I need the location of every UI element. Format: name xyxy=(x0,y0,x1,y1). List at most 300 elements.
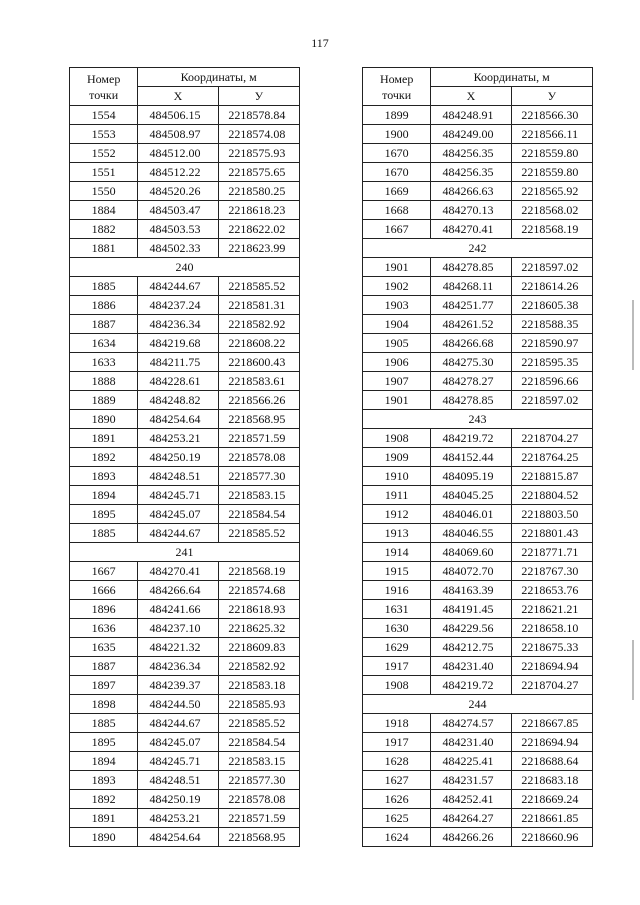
x-coordinate-cell: 484252.41 xyxy=(431,790,511,809)
x-coordinate-cell: 484268.11 xyxy=(431,277,511,296)
point-number-cell: 1891 xyxy=(70,809,138,828)
table-row xyxy=(70,144,300,163)
table-row xyxy=(70,201,300,220)
x-coordinate-cell: 484231.57 xyxy=(431,771,511,790)
y-coordinate-cell: 2218675.33 xyxy=(511,638,592,657)
point-number-cell: 1893 xyxy=(70,467,138,486)
point-number-cell: 1634 xyxy=(70,334,138,353)
y-coordinate-cell: 2218595.35 xyxy=(511,353,592,372)
table-row xyxy=(70,239,300,258)
table-row xyxy=(363,258,593,277)
point-number-cell: 1899 xyxy=(363,106,431,125)
group-header-row xyxy=(363,239,593,258)
table-row xyxy=(363,771,593,790)
table-row xyxy=(363,790,593,809)
table-row xyxy=(363,429,593,448)
table-row xyxy=(363,163,593,182)
table-row xyxy=(363,277,593,296)
point-number-cell: 1627 xyxy=(363,771,431,790)
table-row xyxy=(363,505,593,524)
x-coordinate-cell: 484503.53 xyxy=(138,220,218,239)
point-number-cell: 1909 xyxy=(363,448,431,467)
point-number-cell: 1910 xyxy=(363,467,431,486)
y-coordinate-cell: 2218667.85 xyxy=(511,714,592,733)
point-number-cell: 1888 xyxy=(70,372,138,391)
x-coordinate-cell: 484270.41 xyxy=(431,220,511,239)
point-number-cell: 1882 xyxy=(70,220,138,239)
x-coordinate-cell: 484248.91 xyxy=(431,106,511,125)
y-coordinate-cell: 2218584.54 xyxy=(218,505,299,524)
point-number-cell: 1884 xyxy=(70,201,138,220)
x-coordinate-cell: 484264.27 xyxy=(431,809,511,828)
table-row xyxy=(363,220,593,239)
x-coordinate-cell: 484250.19 xyxy=(138,448,218,467)
x-coordinate-cell: 484241.66 xyxy=(138,600,218,619)
y-coordinate-cell: 2218571.59 xyxy=(218,429,299,448)
x-coordinate-cell: 484245.07 xyxy=(138,733,218,752)
header-y: У xyxy=(218,87,299,106)
y-coordinate-cell: 2218597.02 xyxy=(511,391,592,410)
x-coordinate-cell: 484237.10 xyxy=(138,619,218,638)
y-coordinate-cell: 2218661.85 xyxy=(511,809,592,828)
x-coordinate-cell: 484270.41 xyxy=(138,562,218,581)
table-row xyxy=(70,220,300,239)
x-coordinate-cell: 484266.63 xyxy=(431,182,511,201)
x-coordinate-cell: 484225.41 xyxy=(431,752,511,771)
y-coordinate-cell: 2218621.21 xyxy=(511,600,592,619)
y-coordinate-cell: 2218568.19 xyxy=(511,220,592,239)
table-row xyxy=(363,600,593,619)
x-coordinate-cell: 484256.35 xyxy=(431,144,511,163)
x-coordinate-cell: 484254.64 xyxy=(138,410,218,429)
point-number-cell: 1915 xyxy=(363,562,431,581)
header-point-number: Номер точки xyxy=(363,68,431,106)
x-coordinate-cell: 484228.61 xyxy=(138,372,218,391)
x-coordinate-cell: 484069.60 xyxy=(431,543,511,562)
y-coordinate-cell: 2218583.61 xyxy=(218,372,299,391)
point-number-cell: 1895 xyxy=(70,505,138,524)
group-header-row xyxy=(363,695,593,714)
y-coordinate-cell: 2218574.08 xyxy=(218,125,299,144)
table-row xyxy=(70,467,300,486)
header-coordinates: Координаты, м xyxy=(431,68,593,87)
x-coordinate-cell: 484248.51 xyxy=(138,467,218,486)
point-number-cell: 1635 xyxy=(70,638,138,657)
x-coordinate-cell: 484244.67 xyxy=(138,277,218,296)
table-row xyxy=(70,182,300,201)
group-header-row xyxy=(70,258,300,277)
table-row xyxy=(70,619,300,638)
x-coordinate-cell: 484245.71 xyxy=(138,752,218,771)
point-number-cell: 1550 xyxy=(70,182,138,201)
point-number-cell: 1912 xyxy=(363,505,431,524)
table-row xyxy=(70,676,300,695)
y-coordinate-cell: 2218588.35 xyxy=(511,315,592,334)
y-coordinate-cell: 2218625.32 xyxy=(218,619,299,638)
y-coordinate-cell: 2218568.02 xyxy=(511,201,592,220)
header-y: У xyxy=(511,87,592,106)
y-coordinate-cell: 2218803.50 xyxy=(511,505,592,524)
x-coordinate-cell: 484152.44 xyxy=(431,448,511,467)
y-coordinate-cell: 2218568.95 xyxy=(218,828,299,847)
table-row xyxy=(70,429,300,448)
point-number-cell: 1904 xyxy=(363,315,431,334)
table-row xyxy=(363,619,593,638)
point-number-cell: 1894 xyxy=(70,486,138,505)
y-coordinate-cell: 2218653.76 xyxy=(511,581,592,600)
x-coordinate-cell: 484270.13 xyxy=(431,201,511,220)
y-coordinate-cell: 2218609.83 xyxy=(218,638,299,657)
point-number-cell: 1553 xyxy=(70,125,138,144)
y-coordinate-cell: 2218585.93 xyxy=(218,695,299,714)
point-number-cell: 1670 xyxy=(363,163,431,182)
table-row xyxy=(363,144,593,163)
point-number-cell: 1554 xyxy=(70,106,138,125)
group-header-row xyxy=(70,543,300,562)
y-coordinate-cell: 2218801.43 xyxy=(511,524,592,543)
x-coordinate-cell: 484248.51 xyxy=(138,771,218,790)
scan-edge-mark xyxy=(632,300,634,370)
x-coordinate-cell: 484236.34 xyxy=(138,657,218,676)
y-coordinate-cell: 2218590.97 xyxy=(511,334,592,353)
header-x: X xyxy=(431,87,511,106)
point-number-cell: 1666 xyxy=(70,581,138,600)
x-coordinate-cell: 484266.64 xyxy=(138,581,218,600)
table-row xyxy=(70,106,300,125)
point-number-cell: 1902 xyxy=(363,277,431,296)
point-number-cell: 1887 xyxy=(70,657,138,676)
point-number-cell: 1913 xyxy=(363,524,431,543)
x-coordinate-cell: 484249.00 xyxy=(431,125,511,144)
scan-edge-mark xyxy=(632,640,634,700)
y-coordinate-cell: 2218694.94 xyxy=(511,657,592,676)
y-coordinate-cell: 2218608.22 xyxy=(218,334,299,353)
group-label: 243 xyxy=(363,410,593,429)
x-coordinate-cell: 484046.55 xyxy=(431,524,511,543)
x-coordinate-cell: 484244.67 xyxy=(138,714,218,733)
point-number-cell: 1890 xyxy=(70,410,138,429)
point-number-cell: 1898 xyxy=(70,695,138,714)
group-label: 242 xyxy=(363,239,593,258)
table-row xyxy=(70,695,300,714)
point-number-cell: 1891 xyxy=(70,429,138,448)
table-row xyxy=(70,752,300,771)
x-coordinate-cell: 484278.27 xyxy=(431,372,511,391)
coordinates-table-left xyxy=(69,67,300,847)
point-number-cell: 1889 xyxy=(70,391,138,410)
point-number-cell: 1667 xyxy=(70,562,138,581)
table-row xyxy=(363,524,593,543)
point-number-cell: 1633 xyxy=(70,353,138,372)
table-row xyxy=(363,752,593,771)
point-number-cell: 1881 xyxy=(70,239,138,258)
y-coordinate-cell: 2218767.30 xyxy=(511,562,592,581)
table-row xyxy=(70,391,300,410)
point-number-cell: 1908 xyxy=(363,429,431,448)
table-row xyxy=(363,562,593,581)
table-body-left xyxy=(70,106,300,847)
page-number: 117 xyxy=(311,36,329,50)
x-coordinate-cell: 484256.35 xyxy=(431,163,511,182)
point-number-cell: 1892 xyxy=(70,790,138,809)
point-number-cell: 1917 xyxy=(363,733,431,752)
table-row xyxy=(70,334,300,353)
table-row xyxy=(70,790,300,809)
table-body-right xyxy=(363,106,593,847)
point-number-cell: 1905 xyxy=(363,334,431,353)
y-coordinate-cell: 2218577.30 xyxy=(218,771,299,790)
point-number-cell: 1552 xyxy=(70,144,138,163)
point-number-cell: 1907 xyxy=(363,372,431,391)
table-row xyxy=(70,296,300,315)
y-coordinate-cell: 2218585.52 xyxy=(218,277,299,296)
coordinates-table-right xyxy=(362,67,593,847)
point-number-cell: 1885 xyxy=(70,714,138,733)
point-number-cell: 1890 xyxy=(70,828,138,847)
x-coordinate-cell: 484072.70 xyxy=(431,562,511,581)
x-coordinate-cell: 484219.68 xyxy=(138,334,218,353)
y-coordinate-cell: 2218596.66 xyxy=(511,372,592,391)
x-coordinate-cell: 484275.30 xyxy=(431,353,511,372)
x-coordinate-cell: 484239.37 xyxy=(138,676,218,695)
table-row xyxy=(363,638,593,657)
x-coordinate-cell: 484191.45 xyxy=(431,600,511,619)
y-coordinate-cell: 2218581.31 xyxy=(218,296,299,315)
y-coordinate-cell: 2218565.92 xyxy=(511,182,592,201)
y-coordinate-cell: 2218583.15 xyxy=(218,752,299,771)
y-coordinate-cell: 2218559.80 xyxy=(511,163,592,182)
point-number-cell: 1897 xyxy=(70,676,138,695)
y-coordinate-cell: 2218566.11 xyxy=(511,125,592,144)
point-number-cell: 1896 xyxy=(70,600,138,619)
y-coordinate-cell: 2218568.19 xyxy=(218,562,299,581)
point-number-cell: 1908 xyxy=(363,676,431,695)
point-number-cell: 1918 xyxy=(363,714,431,733)
point-number-cell: 1636 xyxy=(70,619,138,638)
table-row xyxy=(70,733,300,752)
table-row xyxy=(70,277,300,296)
table-row xyxy=(363,315,593,334)
table-row xyxy=(70,486,300,505)
point-number-cell: 1624 xyxy=(363,828,431,847)
y-coordinate-cell: 2218577.30 xyxy=(218,467,299,486)
y-coordinate-cell: 2218658.10 xyxy=(511,619,592,638)
header-coordinates: Координаты, м xyxy=(138,68,300,87)
table-row xyxy=(363,657,593,676)
x-coordinate-cell: 484254.64 xyxy=(138,828,218,847)
x-coordinate-cell: 484244.50 xyxy=(138,695,218,714)
table-row xyxy=(70,353,300,372)
point-number-cell: 1887 xyxy=(70,315,138,334)
x-coordinate-cell: 484211.75 xyxy=(138,353,218,372)
point-number-cell: 1629 xyxy=(363,638,431,657)
table-row xyxy=(70,600,300,619)
header-point-number: Номер точки xyxy=(70,68,138,106)
y-coordinate-cell: 2218578.08 xyxy=(218,790,299,809)
x-coordinate-cell: 484253.21 xyxy=(138,809,218,828)
table-row xyxy=(363,201,593,220)
table-row xyxy=(70,638,300,657)
table-row xyxy=(70,581,300,600)
x-coordinate-cell: 484237.24 xyxy=(138,296,218,315)
y-coordinate-cell: 2218585.52 xyxy=(218,524,299,543)
y-coordinate-cell: 2218764.25 xyxy=(511,448,592,467)
y-coordinate-cell: 2218622.02 xyxy=(218,220,299,239)
x-coordinate-cell: 484253.21 xyxy=(138,429,218,448)
point-number-cell: 1667 xyxy=(363,220,431,239)
x-coordinate-cell: 484219.72 xyxy=(431,429,511,448)
x-coordinate-cell: 484045.25 xyxy=(431,486,511,505)
x-coordinate-cell: 484266.68 xyxy=(431,334,511,353)
x-coordinate-cell: 484229.56 xyxy=(431,619,511,638)
group-label: 240 xyxy=(70,258,300,277)
table-row xyxy=(70,372,300,391)
y-coordinate-cell: 2218605.38 xyxy=(511,296,592,315)
y-coordinate-cell: 2218580.25 xyxy=(218,182,299,201)
table-row xyxy=(70,315,300,334)
y-coordinate-cell: 2218571.59 xyxy=(218,809,299,828)
point-number-cell: 1903 xyxy=(363,296,431,315)
point-number-cell: 1893 xyxy=(70,771,138,790)
table-row xyxy=(363,372,593,391)
point-number-cell: 1885 xyxy=(70,524,138,543)
y-coordinate-cell: 2218566.30 xyxy=(511,106,592,125)
y-coordinate-cell: 2218804.52 xyxy=(511,486,592,505)
point-number-cell: 1628 xyxy=(363,752,431,771)
header-x: X xyxy=(138,87,218,106)
table-row xyxy=(70,657,300,676)
point-number-cell: 1885 xyxy=(70,277,138,296)
table-row xyxy=(363,828,593,847)
point-number-cell: 1668 xyxy=(363,201,431,220)
x-coordinate-cell: 484503.47 xyxy=(138,201,218,220)
table-row xyxy=(70,524,300,543)
y-coordinate-cell: 2218585.52 xyxy=(218,714,299,733)
x-coordinate-cell: 484520.26 xyxy=(138,182,218,201)
table-row xyxy=(70,714,300,733)
x-coordinate-cell: 484046.01 xyxy=(431,505,511,524)
x-coordinate-cell: 484248.82 xyxy=(138,391,218,410)
point-number-cell: 1901 xyxy=(363,391,431,410)
x-coordinate-cell: 484219.72 xyxy=(431,676,511,695)
y-coordinate-cell: 2218582.92 xyxy=(218,657,299,676)
x-coordinate-cell: 484245.71 xyxy=(138,486,218,505)
table-row xyxy=(363,581,593,600)
y-coordinate-cell: 2218583.15 xyxy=(218,486,299,505)
point-number-cell: 1886 xyxy=(70,296,138,315)
y-coordinate-cell: 2218575.93 xyxy=(218,144,299,163)
x-coordinate-cell: 484261.52 xyxy=(431,315,511,334)
point-number-cell: 1630 xyxy=(363,619,431,638)
x-coordinate-cell: 484278.85 xyxy=(431,258,511,277)
table-row xyxy=(363,809,593,828)
group-label: 241 xyxy=(70,543,300,562)
point-number-cell: 1626 xyxy=(363,790,431,809)
y-coordinate-cell: 2218578.84 xyxy=(218,106,299,125)
y-coordinate-cell: 2218583.18 xyxy=(218,676,299,695)
y-coordinate-cell: 2218584.54 xyxy=(218,733,299,752)
y-coordinate-cell: 2218566.26 xyxy=(218,391,299,410)
x-coordinate-cell: 484278.85 xyxy=(431,391,511,410)
y-coordinate-cell: 2218578.08 xyxy=(218,448,299,467)
y-coordinate-cell: 2218574.68 xyxy=(218,581,299,600)
table-row xyxy=(70,163,300,182)
x-coordinate-cell: 484221.32 xyxy=(138,638,218,657)
point-number-cell: 1916 xyxy=(363,581,431,600)
table-row xyxy=(70,410,300,429)
x-coordinate-cell: 484512.22 xyxy=(138,163,218,182)
x-coordinate-cell: 484512.00 xyxy=(138,144,218,163)
table-row xyxy=(70,562,300,581)
y-coordinate-cell: 2218600.43 xyxy=(218,353,299,372)
x-coordinate-cell: 484212.75 xyxy=(431,638,511,657)
y-coordinate-cell: 2218623.99 xyxy=(218,239,299,258)
point-number-cell: 1625 xyxy=(363,809,431,828)
point-number-cell: 1670 xyxy=(363,144,431,163)
x-coordinate-cell: 484245.07 xyxy=(138,505,218,524)
y-coordinate-cell: 2218815.87 xyxy=(511,467,592,486)
x-coordinate-cell: 484266.26 xyxy=(431,828,511,847)
table-row xyxy=(363,676,593,695)
table-row xyxy=(70,505,300,524)
table-row xyxy=(363,353,593,372)
y-coordinate-cell: 2218618.93 xyxy=(218,600,299,619)
table-row xyxy=(363,733,593,752)
point-number-cell: 1551 xyxy=(70,163,138,182)
y-coordinate-cell: 2218683.18 xyxy=(511,771,592,790)
point-number-cell: 1900 xyxy=(363,125,431,144)
table-row xyxy=(363,296,593,315)
point-number-cell: 1901 xyxy=(363,258,431,277)
point-number-cell: 1911 xyxy=(363,486,431,505)
y-coordinate-cell: 2218771.71 xyxy=(511,543,592,562)
x-coordinate-cell: 484251.77 xyxy=(431,296,511,315)
table-row xyxy=(70,125,300,144)
x-coordinate-cell: 484274.57 xyxy=(431,714,511,733)
point-number-cell: 1906 xyxy=(363,353,431,372)
y-coordinate-cell: 2218694.94 xyxy=(511,733,592,752)
x-coordinate-cell: 484163.39 xyxy=(431,581,511,600)
x-coordinate-cell: 484508.97 xyxy=(138,125,218,144)
table-row xyxy=(70,828,300,847)
y-coordinate-cell: 2218660.96 xyxy=(511,828,592,847)
point-number-cell: 1892 xyxy=(70,448,138,467)
x-coordinate-cell: 484231.40 xyxy=(431,733,511,752)
table-row xyxy=(363,106,593,125)
y-coordinate-cell: 2218614.26 xyxy=(511,277,592,296)
point-number-cell: 1914 xyxy=(363,543,431,562)
y-coordinate-cell: 2218704.27 xyxy=(511,429,592,448)
x-coordinate-cell: 484250.19 xyxy=(138,790,218,809)
y-coordinate-cell: 2218704.27 xyxy=(511,676,592,695)
table-row xyxy=(363,334,593,353)
table-row xyxy=(363,125,593,144)
x-coordinate-cell: 484244.67 xyxy=(138,524,218,543)
table-row xyxy=(70,809,300,828)
group-header-row xyxy=(363,410,593,429)
table-row xyxy=(363,448,593,467)
x-coordinate-cell: 484231.40 xyxy=(431,657,511,676)
point-number-cell: 1894 xyxy=(70,752,138,771)
y-coordinate-cell: 2218597.02 xyxy=(511,258,592,277)
y-coordinate-cell: 2218575.65 xyxy=(218,163,299,182)
x-coordinate-cell: 484236.34 xyxy=(138,315,218,334)
y-coordinate-cell: 2218618.23 xyxy=(218,201,299,220)
table-row xyxy=(70,771,300,790)
y-coordinate-cell: 2218559.80 xyxy=(511,144,592,163)
x-coordinate-cell: 484502.33 xyxy=(138,239,218,258)
point-number-cell: 1669 xyxy=(363,182,431,201)
